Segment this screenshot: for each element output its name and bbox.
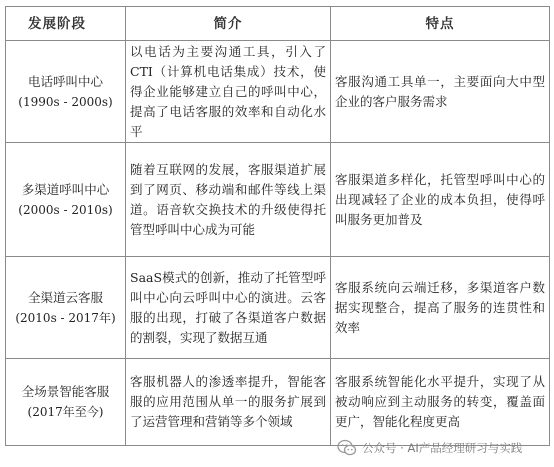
stage-cell — [6, 359, 126, 446]
stage-cell — [6, 143, 126, 257]
feature-cell: 客服沟通工具单一，主要面向大中型企业的客户服务需求 — [331, 41, 550, 143]
intro-cell: 随着互联网的发展，客服渠道扩展到了网页、移动端和邮件等线上渠道。语音软交换技术的升级使得托管型呼叫中心成为可能 — [126, 143, 331, 257]
feature-cell: 客服系统向云端迁移，多渠道客户数据实现整合，提高了服务的连贯性和效率 — [331, 257, 550, 359]
header-stage: 发展阶段 — [6, 7, 126, 41]
stage-period: (1990s - 2000s) — [18, 94, 113, 109]
stage-name: 电话呼叫中心 — [27, 73, 103, 89]
stage-period: (2017年至今) — [27, 405, 104, 419]
feature-cell: 客服渠道多样化，托管型呼叫中心的出现减轻了企业的成本负担，使得呼叫服务更加普及 — [331, 143, 550, 257]
stage-cell — [6, 41, 126, 143]
development-stages-table — [5, 6, 550, 446]
watermark — [336, 437, 522, 459]
table-row — [6, 359, 550, 446]
table-row — [6, 143, 550, 257]
watermark-text: 公众号 · AI产品经理研习与实践 — [362, 441, 523, 455]
intro-cell: 以电话为主要沟通工具，引入了CTI（计算机电话集成）技术，使得企业能够建立自己的呼叫中心，提高了电话客服的效率和自动化水平 — [126, 41, 331, 143]
header-intro: 简介 — [126, 7, 331, 41]
stage-cell — [6, 257, 126, 359]
intro-cell: 客服机器人的渗透率提升，智能客服的应用范围从单一的服务扩展到了运营管理和营销等多个领域 — [126, 359, 331, 446]
stage-name: 多渠道呼叫中心 — [21, 181, 110, 197]
wechat-icon — [336, 437, 358, 459]
header-feature: 特点 — [331, 7, 550, 41]
table-row — [6, 257, 550, 359]
table-header-row — [6, 7, 550, 41]
intro-cell: SaaS模式的创新，推动了托管型呼叫中心向云呼叫中心的演进。云客服的出现，打破了各渠道客户数据的割裂，实现了数据互通 — [126, 257, 331, 359]
feature-cell: 客服系统智能化水平提升，实现了从被动响应到主动服务的转变，覆盖面更广，智能化程度更高 — [331, 359, 550, 446]
table-row — [6, 41, 550, 143]
stage-name: 全渠道云客服 — [27, 289, 103, 305]
stage-period: (2000s - 2010s) — [18, 202, 113, 217]
stage-period: (2010s - 2017年) — [15, 310, 116, 325]
stage-name: 全场景智能客服 — [21, 384, 110, 399]
